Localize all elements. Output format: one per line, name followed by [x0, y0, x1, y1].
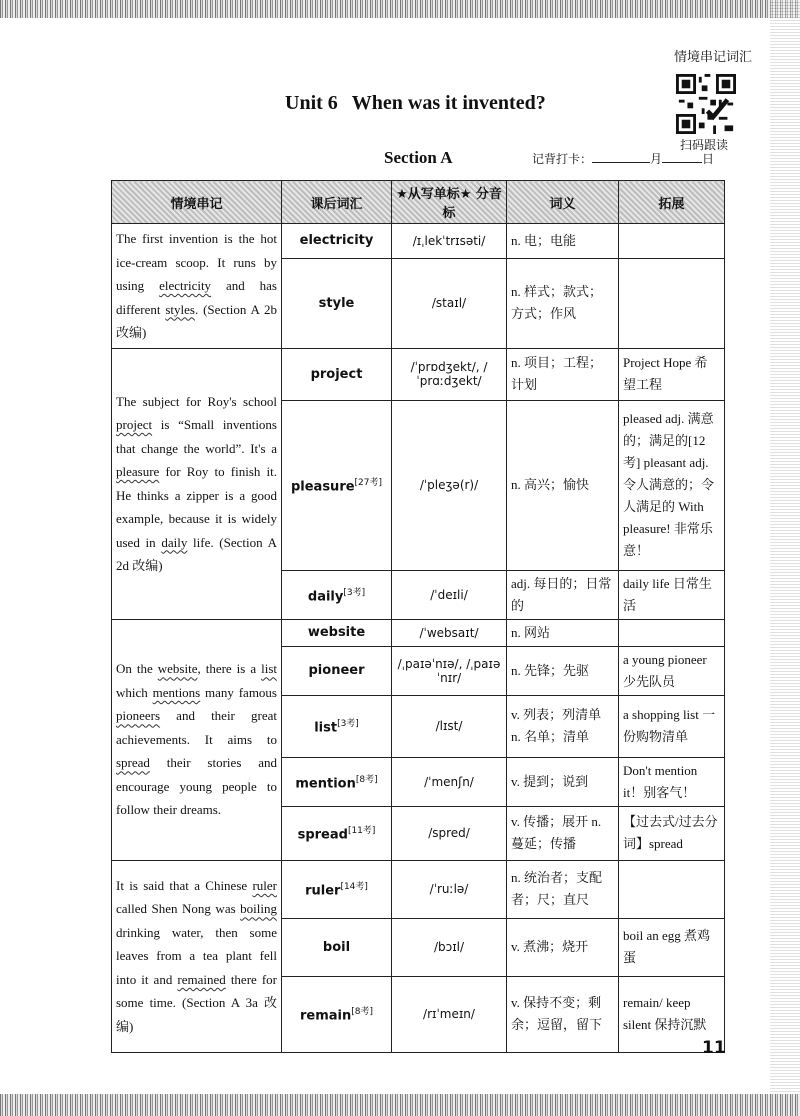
- phonetic: /rɪˈmeɪn/: [392, 976, 507, 1052]
- meaning: v. 提到；说到: [507, 757, 619, 806]
- context-paragraph-3: On the website, there is a list which mentions many famous pioneers and their great achievements. It aims to spread their stories and encourage young people to follow their dreams.: [112, 619, 282, 860]
- phonetic: /ˈruːlə/: [392, 860, 507, 918]
- extension: [619, 619, 725, 646]
- exam-tag: [3考]: [343, 587, 366, 598]
- unit-label: Unit 6: [285, 92, 338, 114]
- vocab-word: pleasure[27考]: [282, 400, 392, 570]
- vocab-word: boil: [282, 918, 392, 976]
- page-number: 11: [702, 1038, 726, 1058]
- table-row: [112, 619, 725, 646]
- header-phonetic: ★从写单标★ 分音标: [392, 181, 507, 224]
- exam-tag: [3考]: [337, 719, 359, 730]
- checkin-prefix: 记背打卡：: [532, 152, 593, 166]
- meaning: v. 保持不变；剩余；逗留，留下: [507, 976, 619, 1052]
- exam-tag: [8考]: [355, 774, 378, 785]
- meaning: n. 样式；款式；方式；作风: [507, 258, 619, 348]
- phonetic: /ˈmenʃn/: [392, 757, 507, 806]
- extension: 【过去式/过去分词】spread: [619, 806, 725, 860]
- extension: Don't mention it！别客气！: [619, 757, 725, 806]
- phonetic: /ˈprɒdʒekt/, /ˈprɑːdʒekt/: [392, 348, 507, 400]
- vocab-word: daily[3考]: [282, 570, 392, 619]
- table-row: [112, 860, 725, 918]
- meaning: v. 列表；列清单 n. 名单；清单: [507, 695, 619, 757]
- vocab-word: website: [282, 619, 392, 646]
- meaning: adj. 每日的；日常的: [507, 570, 619, 619]
- vocab-word: mention[8考]: [282, 757, 392, 806]
- meaning: n. 高兴；愉快: [507, 400, 619, 570]
- right-scan-edge: [770, 0, 800, 1116]
- phonetic: /bɔɪl/: [392, 918, 507, 976]
- month-label: 月: [650, 152, 663, 166]
- vocab-word: pioneer: [282, 646, 392, 695]
- context-paragraph-4: It is said that a Chinese ruler called Shen Nong was boiling drinking water, then some leaves from a tea plant fell into it and remained there for some time. (Section A 3a 改编): [112, 860, 282, 1052]
- meaning: v. 传播；展开 n. 蔓延；传播: [507, 806, 619, 860]
- vocab-word: project: [282, 348, 392, 400]
- top-scan-band: [0, 0, 800, 18]
- page-title: [285, 92, 546, 115]
- meaning: n. 网站: [507, 619, 619, 646]
- phonetic: /ɪˌlekˈtrɪsəti/: [392, 224, 507, 259]
- checkin-line: [532, 150, 714, 167]
- vocab-word: electricity: [282, 224, 392, 259]
- vocab-word: style: [282, 258, 392, 348]
- phonetic: /staɪl/: [392, 258, 507, 348]
- unit-title: When was it invented?: [351, 92, 546, 114]
- extension: a young pioneer 少先队员: [619, 646, 725, 695]
- meaning: n. 统治者；支配者；尺；直尺: [507, 860, 619, 918]
- exam-tag: [14考]: [340, 882, 368, 893]
- header-extension: 拓展: [619, 181, 725, 224]
- section-title: Section A: [384, 148, 453, 167]
- phonetic: /ˈwebsaɪt/: [392, 619, 507, 646]
- bottom-scan-band: [0, 1094, 800, 1116]
- exam-tag: [8考]: [351, 1007, 373, 1018]
- meaning: v. 煮沸；烧开: [507, 918, 619, 976]
- exam-tag: [27考]: [354, 478, 383, 489]
- context-paragraph-1: The first invention is the hot ice-cream scoop. It runs by using electricity and has different styles. (Section A 2b 改编): [112, 224, 282, 349]
- header-meaning: 词义: [507, 181, 619, 224]
- qr-code-icon[interactable]: [676, 74, 736, 134]
- extension: pleased adj. 满意的；满足的[12考] pleasant adj. 令人满意的；令人满足的 With pleasure! 非常乐意！: [619, 400, 725, 570]
- table-row: [112, 348, 725, 400]
- meaning: n. 项目；工程；计划: [507, 348, 619, 400]
- vocab-word: remain[8考]: [282, 976, 392, 1052]
- extension: [619, 258, 725, 348]
- vocab-table: [111, 180, 725, 1053]
- day-blank[interactable]: [662, 151, 702, 163]
- table-row: [112, 224, 725, 259]
- month-blank[interactable]: [592, 151, 650, 163]
- extension: Project Hope 希望工程: [619, 348, 725, 400]
- context-paragraph-2: The subject for Roy's school project is “Small inventions that change the world”. It's a pleasure for Roy to finish it. He thinks a zipper is a good example, because it is widely used in daily life. (Section A 2d 改编): [112, 348, 282, 619]
- chapter-label: 情境串记词汇: [673, 50, 752, 65]
- extension: boil an egg 煮鸡蛋: [619, 918, 725, 976]
- vocab-word: ruler[14考]: [282, 860, 392, 918]
- extension: [619, 860, 725, 918]
- extension: remain/ keep silent 保持沉默: [619, 976, 725, 1052]
- scan-label: 扫码跟读: [680, 138, 729, 152]
- header-row: [112, 181, 725, 224]
- meaning: n. 电；电能: [507, 224, 619, 259]
- phonetic: /spred/: [392, 806, 507, 860]
- extension: [619, 224, 725, 259]
- phonetic: /lɪst/: [392, 695, 507, 757]
- vocab-word: list[3考]: [282, 695, 392, 757]
- day-label: 日: [702, 152, 715, 166]
- phonetic: /ˌpaɪəˈnɪə/, /ˌpaɪəˈnɪr/: [392, 646, 507, 695]
- vocab-word: spread[11考]: [282, 806, 392, 860]
- header-context: 情境串记: [112, 181, 282, 224]
- exam-tag: [11考]: [347, 826, 376, 837]
- meaning: n. 先锋；先驱: [507, 646, 619, 695]
- phonetic: /ˈpleʒə(r)/: [392, 400, 507, 570]
- extension: a shopping list 一份购物清单: [619, 695, 725, 757]
- phonetic: /ˈdeɪli/: [392, 570, 507, 619]
- extension: daily life 日常生活: [619, 570, 725, 619]
- header-word: 课后词汇: [282, 181, 392, 224]
